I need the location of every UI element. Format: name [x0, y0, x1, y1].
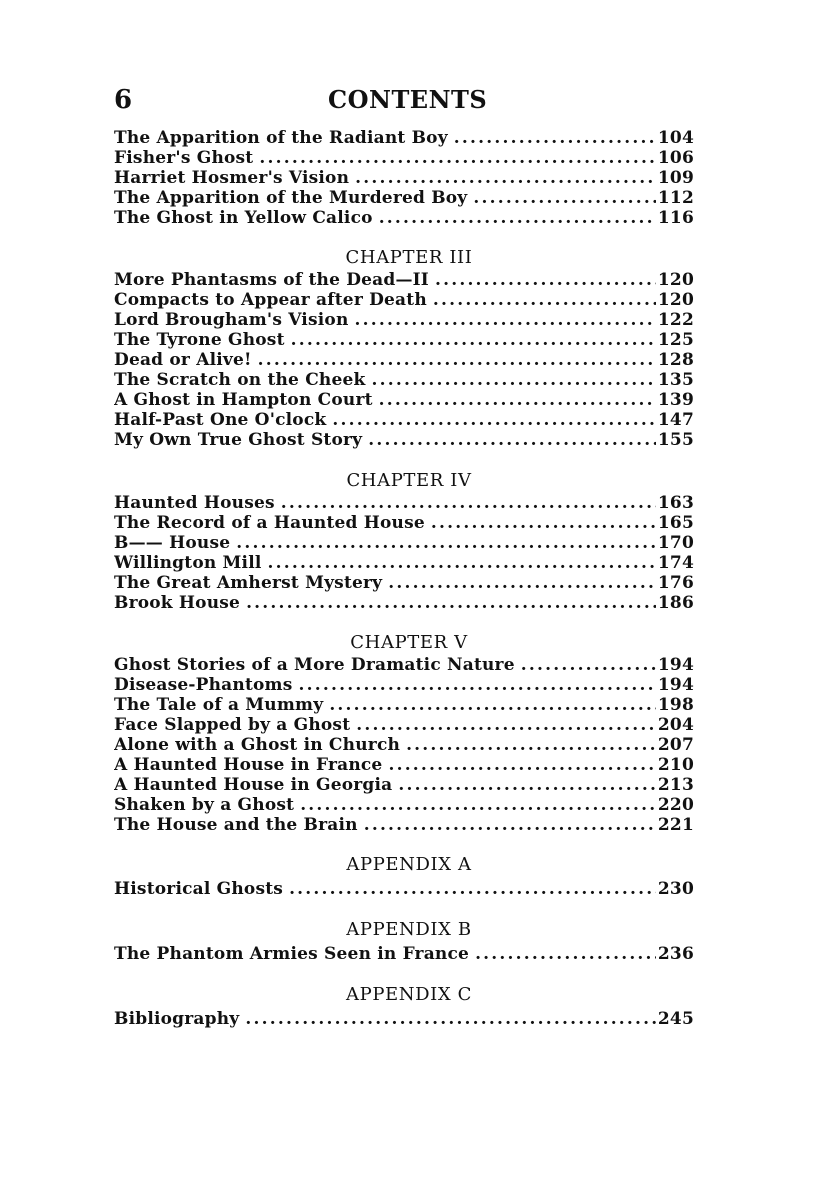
dot-leader — [332, 410, 656, 430]
entry-page: 198 — [657, 695, 694, 715]
entry-title: The Tale of a Mummy — [114, 695, 324, 715]
entry-page: 163 — [657, 493, 694, 513]
toc-entry — [114, 290, 694, 310]
dot-leader — [356, 715, 656, 735]
toc-section-chapter-3 — [114, 246, 694, 450]
entry-page: 128 — [657, 350, 694, 370]
entry-title: Bibliography — [114, 1009, 240, 1029]
entry-title: The Great Amherst Mystery — [114, 573, 383, 593]
entry-title: Half-Past One O'clock — [114, 410, 327, 430]
section-heading: CHAPTER IV — [346, 470, 472, 491]
entry-page: 109 — [657, 168, 694, 188]
section-heading: APPENDIX B — [346, 919, 472, 940]
toc-entry — [114, 390, 694, 410]
toc-entry — [114, 877, 694, 901]
section-heading: CHAPTER III — [345, 247, 473, 268]
toc-entry — [114, 755, 694, 775]
toc-entry — [114, 270, 694, 290]
toc-entry — [114, 208, 694, 228]
dot-leader — [291, 330, 656, 350]
dot-leader — [246, 593, 656, 613]
entry-page: 221 — [657, 815, 694, 835]
entry-page: 120 — [657, 270, 694, 290]
entry-page: 106 — [657, 148, 694, 168]
dot-leader — [521, 655, 656, 675]
entry-page: 174 — [657, 553, 694, 573]
entry-title: Lord Brougham's Vision — [114, 310, 349, 330]
page-number: 6 — [114, 85, 133, 115]
dot-leader — [388, 755, 655, 775]
toc-entry — [114, 655, 694, 675]
toc-entry — [114, 513, 694, 533]
dot-leader — [435, 270, 656, 290]
dot-leader — [259, 148, 656, 168]
dot-leader — [299, 675, 656, 695]
entry-title: Shaken by a Ghost — [114, 795, 295, 815]
entry-title: A Haunted House in France — [114, 755, 383, 775]
entry-title: Alone with a Ghost in Church — [114, 735, 401, 755]
entry-page: 230 — [657, 879, 694, 899]
entry-page: 125 — [657, 330, 694, 350]
toc-section-chapter-5 — [114, 631, 694, 835]
entry-title: A Haunted House in Georgia — [114, 775, 393, 795]
entry-page: 194 — [657, 675, 694, 695]
entry-page: 186 — [657, 593, 694, 613]
entry-title: Historical Ghosts — [114, 879, 284, 899]
section-heading: CHAPTER V — [350, 632, 468, 653]
entry-title: Brook House — [114, 593, 241, 613]
entry-page: 147 — [657, 410, 694, 430]
toc-entry — [114, 593, 694, 613]
entry-page: 122 — [657, 310, 694, 330]
entry-page: 236 — [657, 944, 694, 964]
toc-entry — [114, 815, 694, 835]
dot-leader — [300, 795, 656, 815]
dot-leader — [329, 695, 656, 715]
dot-leader — [431, 513, 656, 533]
entry-title: Disease-Phantoms — [114, 675, 293, 695]
entry-title: Dead or Alive! — [114, 350, 252, 370]
entry-title: A Ghost in Hampton Court — [114, 390, 373, 410]
toc-entry — [114, 168, 694, 188]
section-heading: APPENDIX A — [346, 854, 472, 875]
entry-title: The House and the Brain — [114, 815, 358, 835]
page-header — [114, 84, 694, 120]
dot-leader — [406, 735, 656, 755]
entry-page: 170 — [657, 533, 694, 553]
entry-title: The Tyrone Ghost — [114, 330, 285, 350]
page-title: CONTENTS — [328, 85, 488, 114]
entry-page: 135 — [657, 370, 694, 390]
entry-page: 220 — [657, 795, 694, 815]
entry-title: The Ghost in Yellow Calico — [114, 208, 373, 228]
toc-entry — [114, 573, 694, 593]
entry-title: Haunted Houses — [114, 493, 275, 513]
entry-title: The Phantom Armies Seen in France — [114, 944, 470, 964]
toc-entry — [114, 942, 694, 966]
entry-title: The Apparition of the Radiant Boy — [114, 128, 448, 148]
toc-entry — [114, 775, 694, 795]
toc-entry — [114, 493, 694, 513]
toc-entry — [114, 188, 694, 208]
dot-leader — [289, 877, 656, 901]
entry-page: 165 — [657, 513, 694, 533]
entry-page: 112 — [657, 188, 694, 208]
entry-page: 120 — [657, 290, 694, 310]
toc-entry — [114, 330, 694, 350]
dot-leader — [388, 573, 656, 593]
toc-section-appendix-a — [114, 853, 694, 901]
section-heading: APPENDIX C — [346, 984, 472, 1005]
entry-title: The Record of a Haunted House — [114, 513, 425, 533]
entry-page: 210 — [657, 755, 694, 775]
toc-entry — [114, 553, 694, 573]
dot-leader — [268, 553, 656, 573]
entry-page: 104 — [657, 128, 694, 148]
entry-title: My Own True Ghost Story — [114, 430, 363, 450]
entry-title: More Phantasms of the Dead—II — [114, 270, 429, 290]
entry-page: 139 — [657, 390, 694, 410]
toc-entry — [114, 695, 694, 715]
dot-leader — [473, 188, 656, 208]
toc-entry — [114, 795, 694, 815]
toc-entry — [114, 370, 694, 390]
toc-entry — [114, 350, 694, 370]
toc-entry — [114, 128, 694, 148]
entry-title: Compacts to Appear after Death — [114, 290, 427, 310]
entry-page: 245 — [657, 1009, 694, 1029]
dot-leader — [398, 775, 656, 795]
dot-leader — [379, 390, 656, 410]
entry-page: 155 — [657, 430, 694, 450]
dot-leader — [364, 815, 656, 835]
entry-title: The Apparition of the Murdered Boy — [114, 188, 468, 208]
toc-entry — [114, 1007, 694, 1031]
entry-title: B—— House — [114, 533, 231, 553]
entry-page: 176 — [657, 573, 694, 593]
dot-leader — [475, 942, 656, 966]
entry-page: 116 — [657, 208, 694, 228]
dot-leader — [454, 128, 656, 148]
dot-leader — [355, 168, 656, 188]
toc-section-appendix-b — [114, 918, 694, 966]
toc-entry — [114, 430, 694, 450]
toc-entry — [114, 675, 694, 695]
entry-title: Fisher's Ghost — [114, 148, 254, 168]
toc-entry — [114, 533, 694, 553]
dot-leader — [258, 350, 656, 370]
entry-page: 194 — [657, 655, 694, 675]
dot-leader — [355, 310, 656, 330]
dot-leader — [281, 493, 656, 513]
toc-entry — [114, 310, 694, 330]
entry-title: Face Slapped by a Ghost — [114, 715, 351, 735]
toc-section-chapter-4 — [114, 469, 694, 613]
toc-section-continued — [114, 128, 694, 228]
entry-title: Willington Mill — [114, 553, 262, 573]
toc-section-appendix-c — [114, 983, 694, 1031]
entry-page: 213 — [657, 775, 694, 795]
toc-entry — [114, 715, 694, 735]
toc-entry — [114, 735, 694, 755]
toc-entry — [114, 410, 694, 430]
entry-page: 207 — [657, 735, 694, 755]
toc-entry — [114, 148, 694, 168]
dot-leader — [236, 533, 656, 553]
entry-title: Harriet Hosmer's Vision — [114, 168, 350, 188]
dot-leader — [368, 430, 656, 450]
entry-title: The Scratch on the Cheek — [114, 370, 366, 390]
dot-leader — [245, 1007, 656, 1031]
entry-page: 204 — [657, 715, 694, 735]
entry-title: Ghost Stories of a More Dramatic Nature — [114, 655, 515, 675]
dot-leader — [379, 208, 656, 228]
dot-leader — [433, 290, 656, 310]
dot-leader — [372, 370, 656, 390]
